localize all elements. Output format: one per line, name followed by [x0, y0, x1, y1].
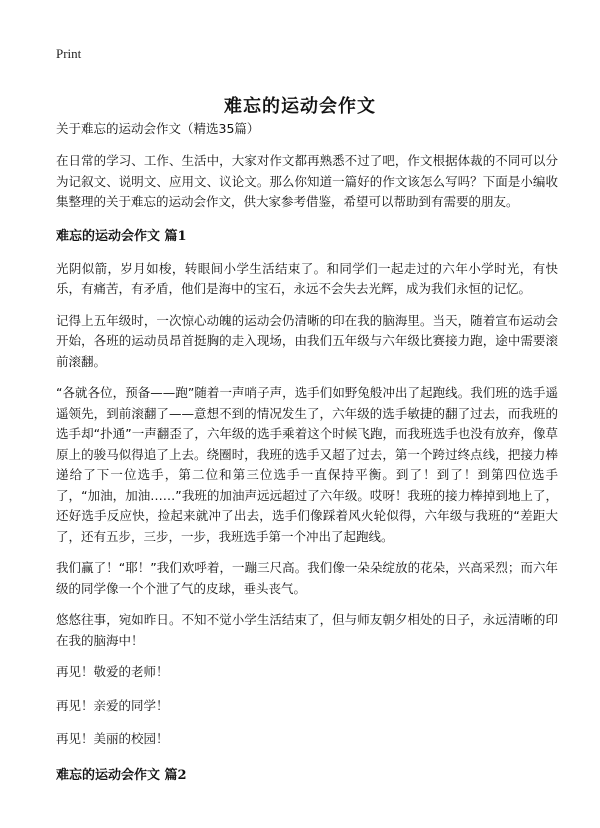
paragraph-5: 悠悠往事，宛如昨日。不知不觉小学生活结束了，但与师友朝夕相处的日子，永远清晰的印在我的脑海中！: [56, 612, 558, 648]
paragraph-3: “各就各位，预备——跑”随着一声哨子声，选手们如野兔般冲出了起跑线。我们班的选手遥遥领先，到前滚翻了——意想不到的情况发生了，六年级的选手敏捷的翻了过去，而我班的选手却“扑通”一声翻歪了，六年级的选手乘着这个时候飞跑，而我班选手也没有放弃，像草原上的骏马似得追了上去。绕圈时，我班的选手又超了过去，第一个跨过终点线，把接力棒递给了下一位选手，第二位和第三位选手一直保持平衡。到了！到了！到第四位选手了，“加油，加油……”我班的加油声远远超过了六年级。哎呀！我班的接力棒掉到地上了，还好选手反应快，捡起来就冲了出去，选手们像踩着风火轮似得，六年级与我班的“差距大了，还有五步，三步，一步，我班选手第一个冲出了起跑线。: [56, 385, 558, 544]
page-title: 难忘的运动会作文: [224, 96, 376, 118]
article-subtitle: 关于难忘的运动会作文（精选35篇）: [56, 121, 260, 136]
paragraph-4: 我们赢了！“耶！”我们欢呼着，一蹦三尺高。我们像一朵朵绽放的花朵，兴高采烈；而六年级的同学像一个个泄了气的皮球，垂头丧气。: [56, 560, 558, 596]
farewell-classmates: 再见！亲爱的同学！: [56, 697, 169, 713]
farewell-teacher: 再见！敬爱的老师！: [56, 664, 169, 679]
paragraph-1: 光阴似箭，岁月如梭，转眼间小学生活结束了。和同学们一起走过的六年小学时光，有快乐，有痛苦，有矛盾，他们是海中的宝石，永远不会失去光辉，成为我们永恒的记忆。: [56, 260, 558, 296]
intro-paragraph: 在日常的学习、工作、生活中，大家对作文都再熟悉不过了吧，作文根据体裁的不同可以分为记叙文、说明文、应用文、议论文。那么你知道一篇好的作文该怎么写吗？下面是小编收集整理的关于难忘的运动会作文，供大家参考借鉴，希望可以帮助到有需要的朋友。: [56, 153, 558, 209]
article-body: [56, 119, 558, 798]
print-link[interactable]: Print: [56, 46, 82, 61]
section-heading-2: 难忘的运动会作文 篇2: [56, 767, 187, 783]
section-heading-1: 难忘的运动会作文 篇1: [56, 228, 187, 244]
paragraph-2: 记得上五年级时，一次惊心动魄的运动会仍清晰的印在我的脑海里。当天，随着宣布运动会开始，各班的运动员昂首挺胸的走入现场，由我们五年级与六年级比赛接力跑，途中需要滚前滚翻。: [56, 312, 558, 369]
farewell-campus: 再见！美丽的校园！: [56, 731, 169, 746]
